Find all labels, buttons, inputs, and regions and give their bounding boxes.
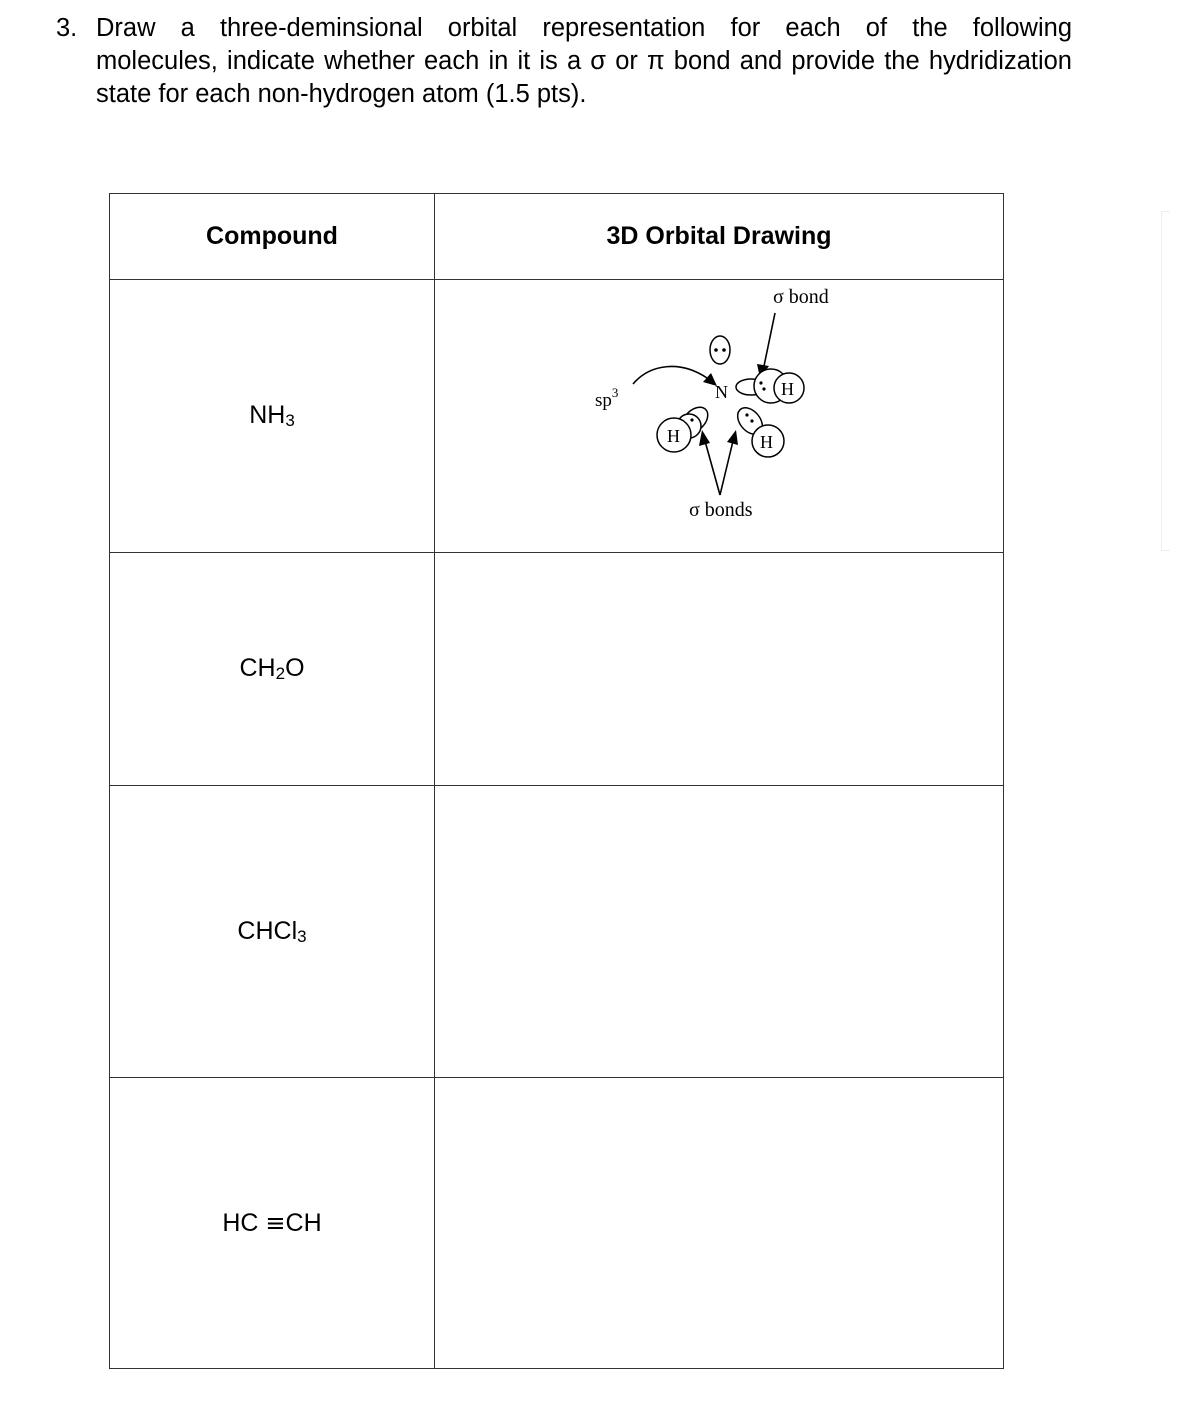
electron-dot	[714, 348, 718, 352]
drawing-cell-nh3[interactable]	[435, 280, 1004, 553]
header-orbital-drawing: 3D Orbital Drawing	[435, 194, 1004, 280]
electron-dot	[759, 381, 762, 384]
nh3-orbital-diagram	[435, 280, 1004, 552]
compound-cell-nh3	[110, 280, 435, 553]
drawing-cell-acetylene[interactable]	[435, 1078, 1004, 1369]
hydrogen-label: H	[667, 426, 680, 446]
hydrogen-label: H	[781, 379, 794, 399]
header-compound: Compound	[110, 194, 435, 280]
table-row	[110, 553, 1004, 786]
drawing-cell-ch2o[interactable]	[435, 553, 1004, 786]
compound-formula: HC ≡CH	[222, 1208, 322, 1237]
arrowhead-icon	[727, 430, 738, 445]
question-text	[56, 12, 1072, 111]
compound-formula: CHCl$_3$	[237, 916, 307, 946]
hybridization-label: $sp^3$	[595, 385, 619, 411]
table-row	[110, 786, 1004, 1078]
sigma-bond-arrow	[764, 313, 775, 366]
electron-dot	[690, 418, 693, 421]
compound-cell-acetylene	[110, 1078, 435, 1369]
question-number: 3.	[56, 14, 78, 42]
sigma-bonds-arrow	[705, 441, 720, 495]
table-row	[110, 1078, 1004, 1369]
question-line-rest: molecules, indicate whether each in it is a σ or π bond and provide the hydridization state for each non-hydrogen atom (1.5 pts).	[96, 47, 1072, 108]
lone-pair-lobe	[710, 336, 730, 364]
table-row	[110, 280, 1004, 553]
drawing-cell-chcl3[interactable]	[435, 786, 1004, 1078]
hybridization-arrow	[633, 367, 707, 384]
table-header-row	[110, 194, 1004, 280]
compound-cell-chcl3	[110, 786, 435, 1078]
compound-cell-ch2o	[110, 553, 435, 786]
hydrogen-label: H	[760, 432, 773, 452]
page-edge-scrollbar[interactable]	[1161, 211, 1170, 551]
compound-formula: $NH_3$	[249, 401, 295, 430]
electron-dot	[722, 348, 726, 352]
sigma-bonds-label: σ bonds	[689, 499, 753, 521]
orbital-worksheet-table	[109, 193, 1004, 1369]
electron-dot	[750, 419, 753, 422]
sigma-bonds-arrow	[720, 441, 733, 495]
electron-dot	[745, 413, 748, 416]
electron-dot	[762, 387, 765, 390]
compound-formula: $CH_2O$	[239, 654, 305, 683]
question-line-1: Draw a three-deminsional orbital representation for each of the following	[96, 14, 1072, 42]
sigma-bond-label: σ bond	[773, 286, 829, 308]
central-atom-n: N	[715, 382, 728, 402]
arrowhead-icon	[699, 430, 710, 446]
